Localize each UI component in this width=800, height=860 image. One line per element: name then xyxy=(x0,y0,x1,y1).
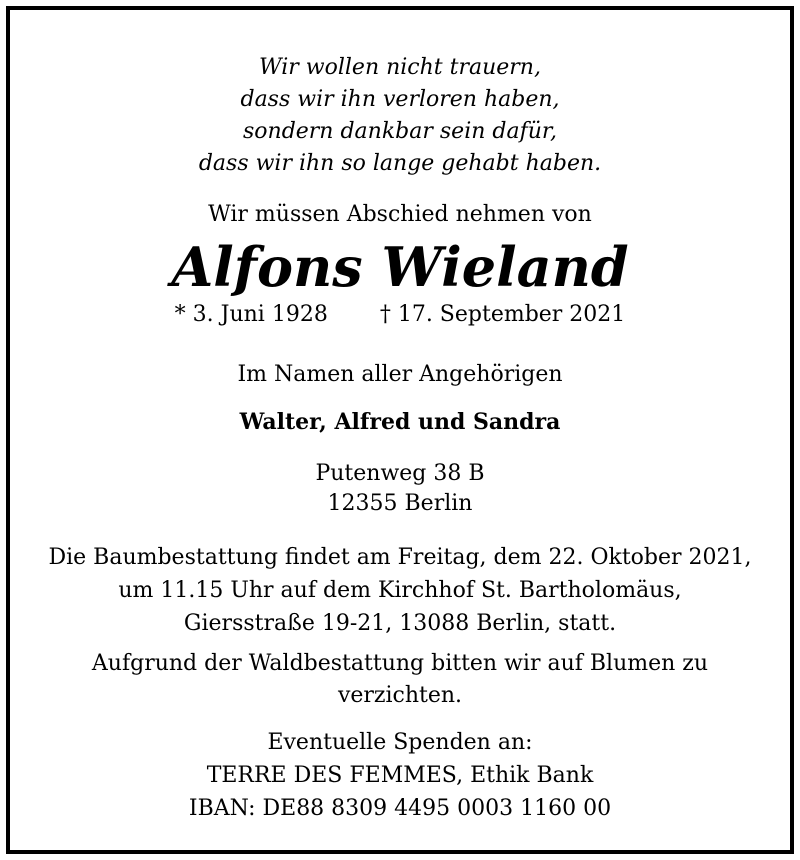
address-street: Putenweg 38 B xyxy=(315,461,485,486)
funeral-line: um 11.15 Uhr auf dem Kirchhof St. Bartholomäus, xyxy=(118,578,682,603)
family-names: Walter, Alfred und Sandra xyxy=(239,409,561,435)
funeral-line: Giersstraße 19-21, 13088 Berlin, statt. xyxy=(183,611,617,636)
flowers-line: verzichten. xyxy=(337,683,463,708)
poem-line: dass wir ihn so lange gehabt haben. xyxy=(198,151,602,176)
funeral-line: Die Baumbestattung findet am Freitag, dem 22. Oktober 2021, xyxy=(48,545,752,570)
family-intro: Im Namen aller Angehörigen xyxy=(237,362,563,387)
farewell-intro: Wir müssen Abschied nehmen von xyxy=(208,202,592,227)
address-city: 12355 Berlin xyxy=(327,491,473,516)
poem-line: Wir wollen nicht trauern, xyxy=(259,55,541,80)
memorial-poem xyxy=(10,52,790,180)
deceased-name: Alfons Wieland xyxy=(171,235,629,299)
poem-line: sondern dankbar sein dafür, xyxy=(242,119,557,144)
life-dates xyxy=(10,300,790,330)
flowers-line: Aufgrund der Waldbestattung bitten wir auf Blumen zu xyxy=(91,651,709,676)
birth-date: * 3. Juni 1928 xyxy=(174,302,328,327)
donation-iban: IBAN: DE88 8309 4495 0003 1160 00 xyxy=(188,796,612,821)
poem-line: dass wir ihn verloren haben, xyxy=(240,87,560,112)
obituary-notice xyxy=(6,6,794,854)
donation-recipient: TERRE DES FEMMES, Ethik Bank xyxy=(206,763,594,788)
donation-heading: Eventuelle Spenden an: xyxy=(267,730,533,755)
flowers-note xyxy=(10,648,790,712)
death-date: † 17. September 2021 xyxy=(379,302,626,327)
donation-info xyxy=(10,726,790,825)
funeral-details xyxy=(10,541,790,640)
family-address xyxy=(10,459,790,519)
